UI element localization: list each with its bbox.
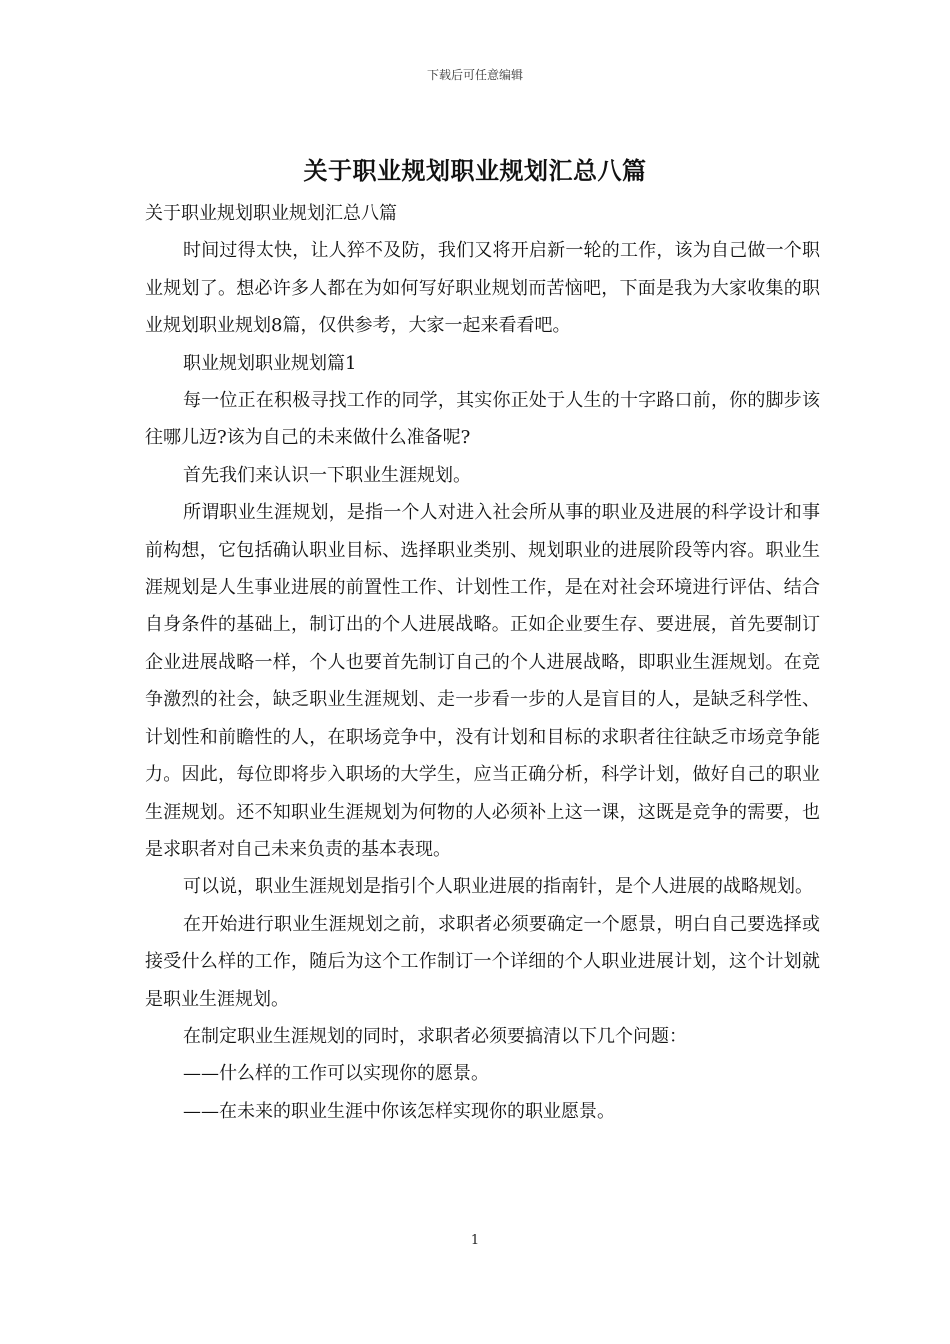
page-header: 下载后可任意编辑	[426, 68, 523, 82]
body-paragraph: 所谓职业生涯规划，是指一个人对进入社会所从事的职业及进展的科学设计和事前构想，它包括确认职业目标、选择职业类别、规划职业的进展阶段等内容。职业生涯规划是人生事业进展的前置性工作、计划性工作，是在对社会环境进行评估、结合自身条件的基础上，制订出的个人进展战略。正如企业要生存、要进展，首先要制订企业进展战略一样，个人也要首先制订自己的个人进展战略，即职业生涯规划。在竞争激烈的社会，缺乏职业生涯规划、走一步看一步的人是盲目的人，是缺乏科学性、计划性和前瞻性的人，在职场竞争中，没有计划和目标的求职者往往缺乏市场竞争能力。因此，每位即将步入职场的大学生，应当正确分析，科学计划，做好自己的职业生涯规划。还不知职业生涯规划为何物的人必须补上这一课，这既是竞争的需要，也是求职者对自己未来负责的基本表现。	[145, 502, 820, 860]
body-paragraph: 在开始进行职业生涯规划之前，求职者必须要确定一个愿景，明白自己要选择或接受什么样的工作，随后为这个工作制订一个详细的个人职业进展计划，这个计划就是职业生涯规划。	[145, 913, 820, 1010]
document-body	[145, 195, 820, 1130]
body-paragraph: 每一位正在积极寻找工作的同学，其实你正处于人生的十字路口前，你的脚步该往哪儿迈?该为自己的未来做什么准备呢?	[145, 390, 820, 449]
list-item: ——什么样的工作可以实现你的愿景。	[183, 1063, 489, 1085]
page-number: 1	[470, 1233, 480, 1248]
body-paragraph: 可以说，职业生涯规划是指引个人职业进展的指南针，是个人进展的战略规划。	[183, 876, 813, 898]
body-paragraph: 在制定职业生涯规划的同时，求职者必须要搞清以下几个问题：	[183, 1025, 687, 1047]
intro-paragraph: 时间过得太快，让人猝不及防，我们又将开启新一轮的工作，该为自己做一个职业规划了。想必许多人都在为如何写好职业规划而苦恼吧，下面是我为大家收集的职业规划职业规划8篇，仅供参考，大家一起来看看吧。	[145, 240, 820, 337]
subtitle-paragraph: 关于职业规划职业规划汇总八篇	[145, 203, 397, 224]
document-title: 关于职业规划职业规划汇总八篇	[303, 156, 647, 185]
body-paragraph: 首先我们来认识一下职业生涯规划。	[183, 464, 471, 486]
section-heading: 职业规划职业规划篇1	[183, 352, 357, 374]
list-item: ——在未来的职业生涯中你该怎样实现你的职业愿景。	[183, 1100, 615, 1122]
